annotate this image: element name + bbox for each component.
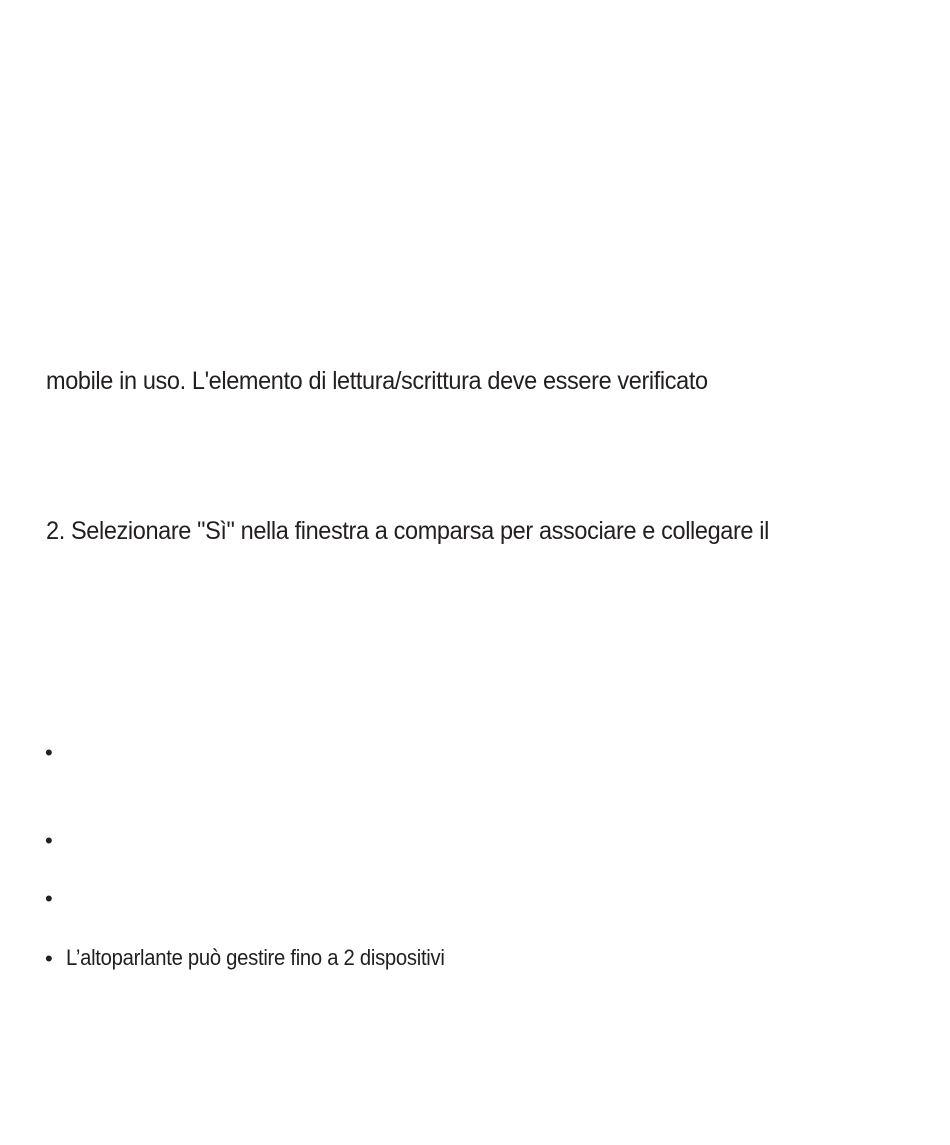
paragraph-line-2: 2. Selezionare "Sì" nella finestra a comparsa per associare e collegare il bbox=[46, 517, 769, 545]
bullet-item-4-text: L’altoparlante può gestire fino a 2 dispositivi bbox=[66, 945, 445, 970]
bullet-marker-1: • bbox=[45, 740, 53, 765]
paragraph-line-1: mobile in uso. L'elemento di lettura/scrittura deve essere verificato bbox=[46, 367, 708, 395]
bullet-marker-3: • bbox=[45, 886, 53, 911]
bullet-marker-2: • bbox=[45, 828, 53, 853]
bullet-marker-4: • bbox=[45, 946, 53, 971]
